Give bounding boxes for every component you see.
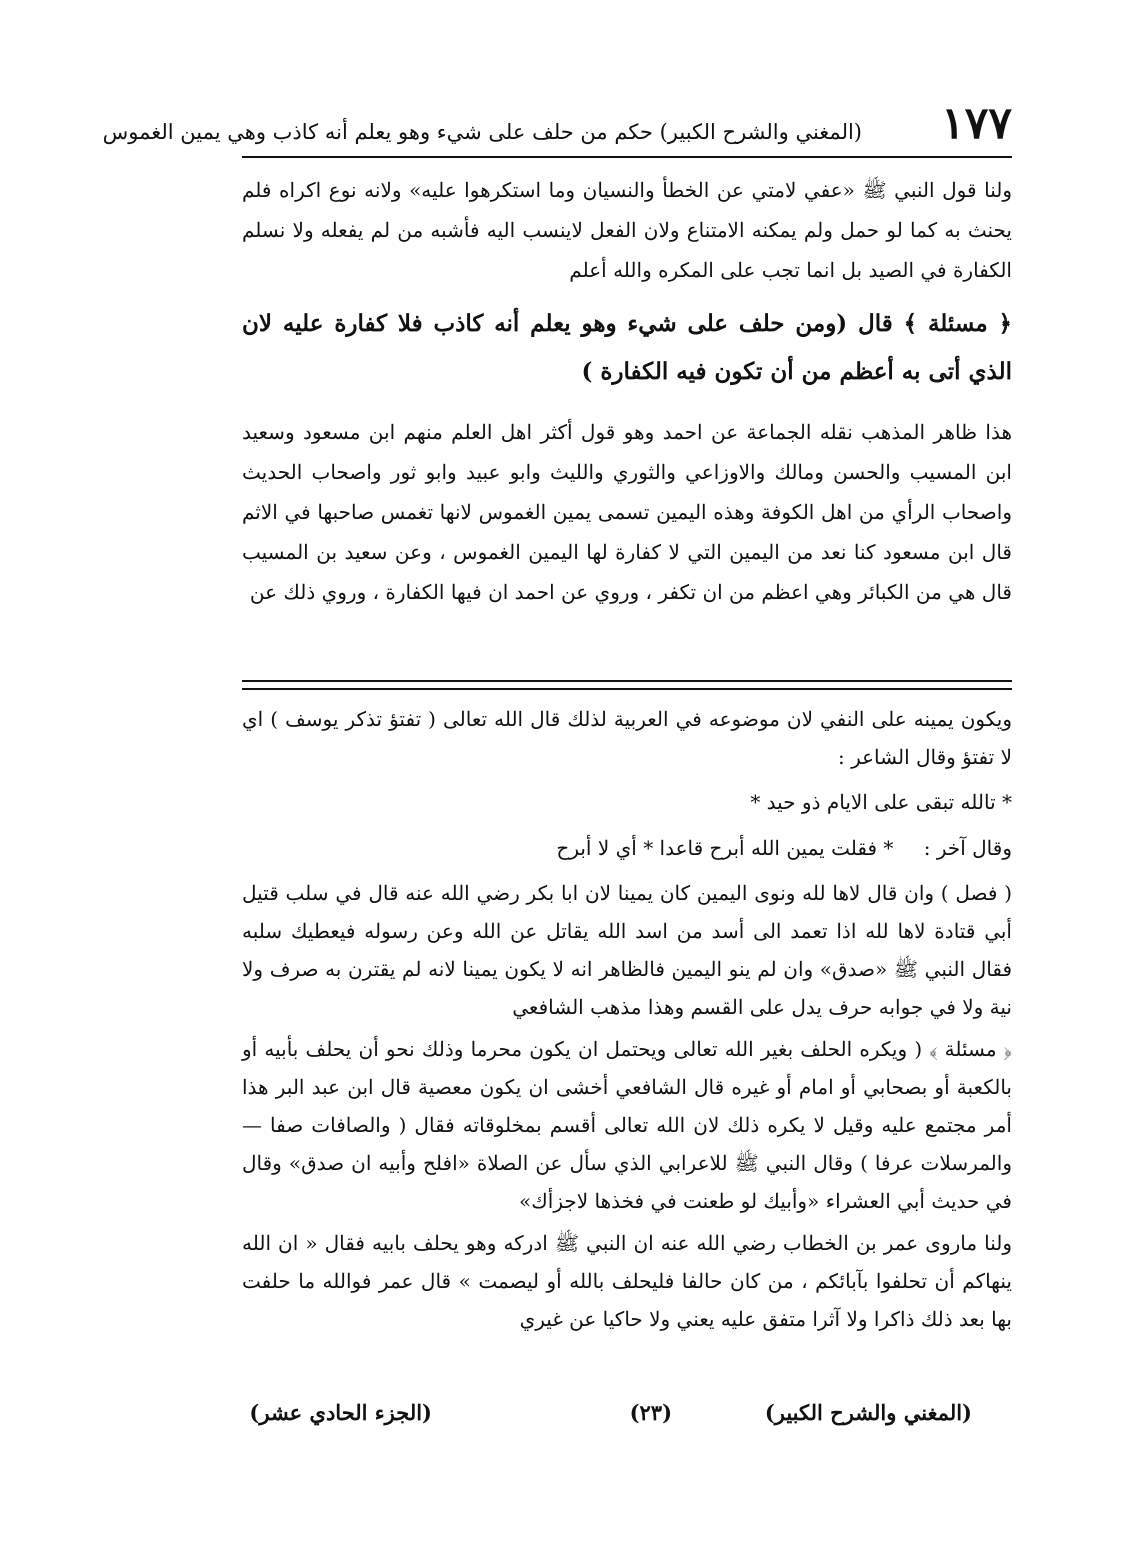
main-text [242,170,1012,620]
verse-2-label: وقال آخر : [923,836,1012,860]
verse-line-2 [242,828,1012,868]
page-footer [242,1400,1012,1440]
commentary-paragraph-last: ولنا ماروى عمر بن الخطاب رضي الله عنه ان النبي ﷺ ادركه وهو يحلف بابيه فقال « ان الله ينهاكم أن تحلفوا بآبائكم ، من كان حالفا فليحلف بالله أو ليصمت » قال عمر فوالله ما حلفت بها بعد ذلك ذاكرا ولا آثرا متفق عليه يعني ولا حاكيا عن غيري [242,1231,1012,1331]
main-paragraph-2: هذا ظاهر المذهب نقله الجماعة عن احمد وهو قول أكثر اهل العلم منهم ابن مسعود وسعيد ابن المسيب والحسن ومالك والاوزاعي والثوري والليث وابو عبيد وابو ثور واصحاب الحديث واصحاب الرأي من اهل الكوفة وهذه اليمين تسمى يمين الغموس لانها تغمس صاحبها في الاثم قال ابن مسعود كنا نعد من اليمين التي لا كفارة لها اليمين الغموس ، وعن سعيد بن المسيب قال هي من الكبائر وهي اعظم من ان تكفر ، وروي عن احمد ان فيها الكفارة ، وروي ذلك عن [242,420,1012,604]
page-number: ١٧٧ [941,98,1012,149]
book-page [102,98,1013,1470]
footer-volume: (الجزء الحادي عشر) [249,1400,432,1425]
masala-2-paragraph: ﴿ مسئلة ﴾ ( ويكره الحلف بغير الله تعالى ويحتمل ان يكون محرما وذلك نحو أن يحلف بأبيه أو بالكعبة أو بصحابي أو امام أو غيره قال الشافعي أخشى ان يكون معصية قال ابن عبد البر هذا أمر مجتمع عليه وقيل لا يكره ذلك لان الله تعالى أقسم بمخلوقاته فقال ( والصافات صفا — والمرسلات عرفا ) وقال النبي ﷺ للاعرابي الذي سأل عن الصلاة «افلح وأبيه ان صدق» وقال في حديث أبي العشراء «وأبيك لو طعنت في فخذها لاجزأك» [242,1037,1012,1213]
verse-2-gloss: أي لا أبرح [556,836,637,860]
page-header [102,98,1012,156]
verse-2: * فقلت يمين الله أبرح قاعدا * [643,836,894,860]
verse-1: * تالله تبقى على الايام ذو حيد * [750,790,1012,814]
header-rule [242,156,1012,158]
commentary-paragraph-1: ويكون يمينه على النفي لان موضوعه في العربية لذلك قال الله تعالى ( تفتؤ تذكر يوسف ) اي لا تفتؤ وقال الشاعر : [242,707,1012,769]
fasl-paragraph: ( فصل ) وان قال لاها لله ونوى اليمين كان يمينا لان ابا بكر رضي الله عنه قال في سلب قتيل أبي قتادة لاها لله اذا تعمد الى أسد من اسد الله يقاتل عن الله وعن رسوله فيعطيك سلبه فقال النبي ﷺ «صدق» وان لم ينو اليمين فالظاهر انه لا يكون يمينا لانه لم يقترن به صرف ولا نية ولا في جوابه حرف يدل على القسم وهذا مذهب الشافعي [242,881,1013,1019]
running-title: (المغني والشرح الكبير) حكم من حلف على شيء وهو يعلم أنه كاذب وهي يمين الغموس [102,120,862,144]
footer-book-title: (المغني والشرح الكبير) [764,1400,972,1425]
footer-page-number: (٢٣) [629,1400,672,1425]
verse-line-1 [242,782,1012,822]
main-paragraph-1: ولنا قول النبي ﷺ «عفي لامتي عن الخطأ والنسيان وما استكرهوا عليه» ولانه نوع اكراه فلم يحنث به كما لو حمل ولم يمكنه الامتناع ولان الفعل لاينسب اليه فأشبه من لم يفعله ولا نسلم الكفارة في الصيد بل انما تجب على المكره والله أعلم [242,178,1012,282]
commentary-text [242,700,1012,1342]
section-divider [242,680,1012,690]
masala-heading: ﴿ مسئلة ﴾ قال (ومن حلف على شيء وهو يعلم أنه كاذب فلا كفارة عليه لان الذي أتى به أعظم من أن تكون فيه الكفارة ) [242,310,1012,385]
